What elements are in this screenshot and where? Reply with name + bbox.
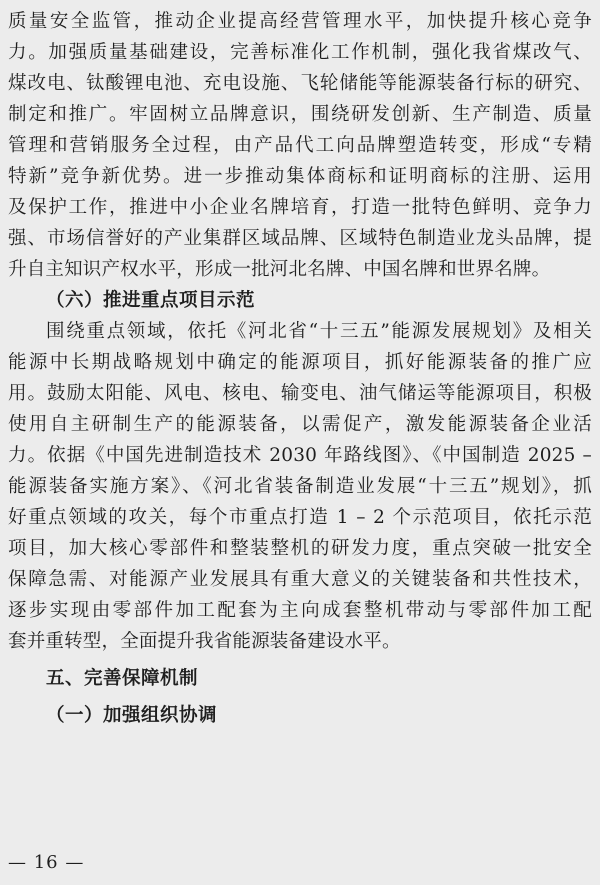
para1-line: 煤改电、钛酸锂电池、充电设施、飞轮储能等能源装备行标的研究、 xyxy=(8,73,592,94)
section-heading-5: 五、完善保障机制 xyxy=(46,668,199,689)
para1-line: 升自主知识产权水平，形成一批河北名牌、中国名牌和世界名牌。 xyxy=(8,259,551,280)
para2-line: 用。鼓励太阳能、风电、核电、输变电、油气储运等能源项目，积极 xyxy=(8,383,592,404)
para2-line: 逐步实现由零部件加工配套为主向成套整机带动与零部件加工配 xyxy=(8,600,592,621)
para2-line: 套并重转型，全面提升我省能源装备建设水平。 xyxy=(8,631,401,652)
para1-line: 管理和营销服务全过程，由产品代工向品牌塑造转变，形成“专精 xyxy=(8,135,592,156)
para2-line: 能源装备实施方案》、《河北省装备制造业发展“十三五”规划》，抓 xyxy=(8,476,592,497)
para2-line: 好重点领域的攻关，每个市重点打造 1 – 2 个示范项目，依托示范 xyxy=(8,507,592,528)
para1-line: 制定和推广。牢固树立品牌意识，围绕研发创新、生产制造、质量 xyxy=(8,104,592,125)
para2-line: 项目，加大核心零部件和整装整机的研发力度，重点突破一批安全 xyxy=(8,538,592,559)
page-number: — 16 — xyxy=(8,852,85,873)
para1-line: 及保护工作，推进中小企业名牌培育，打造一批特色鲜明、竞争力 xyxy=(8,197,592,218)
para1-line: 强、市场信誉好的产业集群区域品牌、区域特色制造业龙头品牌，提 xyxy=(8,228,592,249)
para1-line: 质量安全监管，推动企业提高经营管理水平，加快提升核心竞争 xyxy=(8,11,592,32)
para1-line: 特新”竞争新优势。进一步推动集体商标和证明商标的注册、运用 xyxy=(8,166,592,187)
section-heading-5-1: （一）加强组织协调 xyxy=(46,705,218,726)
para2-line: 力。依据《中国先进制造技术 2030 年路线图》、《中国制造 2025 – xyxy=(8,445,592,466)
para2-line: 能源中长期战略规划中确定的能源项目，抓好能源装备的推广应 xyxy=(8,352,592,373)
section-heading-6: （六）推进重点项目示范 xyxy=(46,290,256,311)
para2-line: 围绕重点领域，依托《河北省“十三五”能源发展规划》及相关 xyxy=(46,321,592,342)
body-text xyxy=(8,6,592,731)
para2-line: 保障急需、对能源产业发展具有重大意义的关键装备和共性技术， xyxy=(8,569,592,590)
para2-line: 使用自主研制生产的能源装备，以需促产，激发能源装备企业活 xyxy=(8,414,592,435)
para1-line: 力。加强质量基础建设，完善标准化工作机制，强化我省煤改气、 xyxy=(8,42,592,63)
